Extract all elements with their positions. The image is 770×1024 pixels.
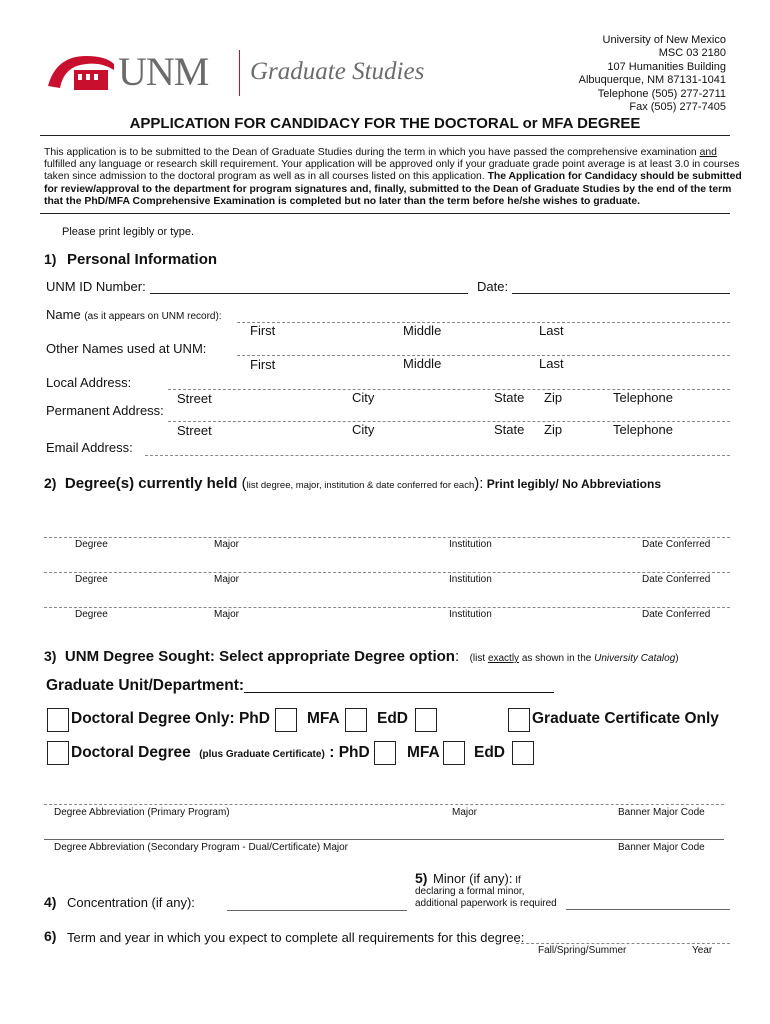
- local-street-label: Street: [177, 391, 212, 406]
- degree-row-2-date: Date Conferred: [642, 574, 711, 585]
- section5-label: Minor (if any): If: [433, 871, 521, 886]
- intro-line: This application is to be submitted to the Dean of Graduate Studies during the term in which you have passed the comprehensive examination and: [44, 147, 717, 158]
- title-rule: [40, 135, 730, 136]
- logo-subtitle: Graduate Studies: [250, 58, 425, 85]
- logo-arch-icon: [46, 48, 116, 94]
- other-names-label: Other Names used at UNM:: [46, 341, 207, 356]
- degree-row-1-line[interactable]: [44, 537, 730, 538]
- unm-id-label: UNM ID Number:: [46, 279, 146, 294]
- section2-note: list degree, major, institution & date conferred for each: [246, 480, 475, 491]
- degree-row-3-institution: Institution: [449, 609, 492, 620]
- degree-row-2-institution: Institution: [449, 574, 492, 585]
- email-label: Email Address:: [46, 440, 133, 455]
- other-names-field[interactable]: [237, 355, 730, 356]
- doctoral-mfa-label: MFA: [307, 710, 340, 727]
- degree-row-3-major: Major: [214, 609, 240, 620]
- degree-row-2-degree: Degree: [75, 574, 108, 585]
- section4-number: 4): [44, 894, 57, 910]
- page-title: APPLICATION FOR CANDIDACY FOR THE DOCTORAL or MFA DEGREE: [129, 115, 641, 132]
- completion-term-field[interactable]: [516, 943, 730, 944]
- section6-number: 6): [44, 928, 57, 944]
- permanent-address-label: Permanent Address:: [46, 403, 164, 418]
- degree-row-1-degree: Degree: [75, 539, 108, 550]
- degree-row-1-institution: Institution: [449, 539, 492, 550]
- address-block: [579, 34, 726, 114]
- minor-field[interactable]: [566, 909, 730, 910]
- name-first-label: First: [250, 323, 276, 338]
- concentration-label: Concentration (if any):: [67, 895, 195, 910]
- degree-row-2-line[interactable]: [44, 572, 730, 573]
- section3-note: (list exactly as shown in the University Catalog): [469, 653, 679, 664]
- section2-title: Degree(s) currently held: [64, 475, 238, 492]
- secondary-banner-label: Banner Major Code: [618, 842, 705, 853]
- perm-zip-label: Zip: [544, 422, 563, 437]
- section2-paren-close: ):: [474, 475, 484, 492]
- address-line: MSC 03 2180: [658, 47, 726, 60]
- perm-city-label: City: [352, 422, 375, 437]
- term-label: Fall/Spring/Summer: [538, 945, 627, 956]
- section1-title: Personal Information: [67, 251, 218, 268]
- degree-row-1-date: Date Conferred: [642, 539, 711, 550]
- logo-unm-text: UNM: [118, 49, 209, 94]
- address-line: University of New Mexico: [602, 34, 726, 46]
- email-field[interactable]: [145, 455, 730, 456]
- primary-major-label: Major: [452, 807, 478, 818]
- section3-number: 3): [44, 648, 57, 664]
- address-line: 107 Humanities Building: [607, 60, 726, 73]
- other-middle-label: Middle: [403, 356, 442, 371]
- year-label: Year: [692, 945, 713, 956]
- completion-term-label: Term and year in which you expect to complete all requirements for this degree:: [67, 930, 525, 945]
- section5-note-line2: declaring a formal minor,: [415, 886, 525, 897]
- section2-print-note: Print legibly/ No Abbreviations: [483, 477, 662, 491]
- name-label: Name (as it appears on UNM record):: [46, 307, 222, 322]
- degree-row-1-major: Major: [214, 539, 240, 550]
- section2-number: 2): [44, 475, 57, 491]
- perm-telephone-label: Telephone: [613, 422, 673, 437]
- address-line: Telephone (505) 277-2711: [597, 87, 726, 100]
- doctoral-cert-mfa-checkbox[interactable]: [443, 741, 465, 765]
- print-note: Please print legibly or type.: [62, 226, 195, 238]
- local-address-label: Local Address:: [46, 375, 132, 390]
- doctoral-only-checkbox[interactable]: [47, 708, 69, 732]
- degree-row-3-date: Date Conferred: [642, 609, 711, 620]
- secondary-program-line[interactable]: [44, 839, 724, 840]
- local-telephone-label: Telephone: [613, 390, 673, 405]
- intro-line: taken since admission to the doctoral program as well as in all courses listed on this application. The Application for Candidacy should be submitted: [44, 171, 742, 183]
- section3-title: UNM Degree Sought: Select appropriate Degree option: [64, 648, 455, 665]
- local-zip-label: Zip: [544, 390, 563, 405]
- name-last-label: Last: [539, 323, 564, 338]
- date-label: Date:: [477, 279, 509, 294]
- grad-unit-label: Graduate Unit/Department:: [46, 677, 245, 694]
- other-last-label: Last: [539, 356, 564, 371]
- grad-cert-checkbox[interactable]: [508, 708, 530, 732]
- intro-line: that the PhD/MFA Comprehensive Examination is completed but no later than the term before he/she wishes to graduate.: [44, 195, 641, 207]
- degree-row-2-major: Major: [214, 574, 240, 585]
- doctoral-cert-edd-checkbox[interactable]: [512, 741, 534, 765]
- section5-number: 5): [415, 870, 428, 886]
- intro-rule: [40, 213, 730, 214]
- doctoral-only-label: Doctoral Degree Only: PhD: [71, 710, 270, 727]
- address-line: Fax (505) 277-7405: [629, 101, 726, 114]
- name-field[interactable]: [237, 322, 730, 323]
- primary-banner-label: Banner Major Code: [618, 807, 705, 818]
- date-field[interactable]: [512, 293, 730, 294]
- secondary-abbrev-label: Degree Abbreviation (Secondary Program - Dual/Certificate) Major: [54, 842, 349, 853]
- doctoral-edd-checkbox[interactable]: [415, 708, 437, 732]
- section2-heading: [44, 475, 661, 493]
- doctoral-edd-label: EdD: [377, 710, 408, 727]
- unm-logo: [46, 46, 446, 98]
- doctoral-phd-checkbox[interactable]: [275, 708, 297, 732]
- doctoral-cert-phd-checkbox[interactable]: [374, 741, 396, 765]
- doctoral-cert-checkbox[interactable]: [47, 741, 69, 765]
- name-middle-label: Middle: [403, 323, 442, 338]
- degree-row-3-degree: Degree: [75, 609, 108, 620]
- intro-paragraph: [44, 147, 742, 208]
- intro-line: fulfilled any language or research skill requirement. Your application will be approved only if your graduate grade point average is at least 3.0 in courses: [44, 159, 740, 171]
- local-state-label: State: [494, 390, 525, 405]
- address-line: Albuquerque, NM 87131-1041: [578, 74, 726, 87]
- degree-row-3-line[interactable]: [44, 607, 730, 608]
- intro-line: for review/approval to the department for program signatures and, finally, submitted to the Dean of Graduate Studies by the end of the term: [44, 183, 732, 195]
- primary-abbrev-label: Degree Abbreviation (Primary Program): [54, 807, 230, 818]
- doctoral-cert-mfa-label: MFA: [407, 744, 440, 761]
- section2-paren-open: (: [237, 475, 247, 492]
- section1-number: 1): [44, 251, 57, 267]
- perm-street-label: Street: [177, 423, 212, 438]
- logo-divider: [239, 50, 240, 96]
- doctoral-cert-label: Doctoral Degree (plus Graduate Certificate) : PhD: [71, 744, 370, 761]
- primary-program-line[interactable]: [44, 804, 724, 805]
- unm-id-field[interactable]: [150, 293, 468, 294]
- doctoral-cert-edd-label: EdD: [474, 744, 505, 761]
- concentration-field[interactable]: [227, 910, 407, 911]
- other-first-label: First: [250, 357, 276, 372]
- grad-unit-field[interactable]: [244, 692, 554, 693]
- section5-note-line3: additional paperwork is required: [415, 898, 557, 909]
- section3-heading: [44, 648, 679, 666]
- doctoral-mfa-checkbox[interactable]: [345, 708, 367, 732]
- section3-colon: :: [454, 648, 460, 665]
- local-city-label: City: [352, 390, 375, 405]
- grad-cert-label: Graduate Certificate Only: [532, 710, 719, 727]
- perm-state-label: State: [494, 422, 525, 437]
